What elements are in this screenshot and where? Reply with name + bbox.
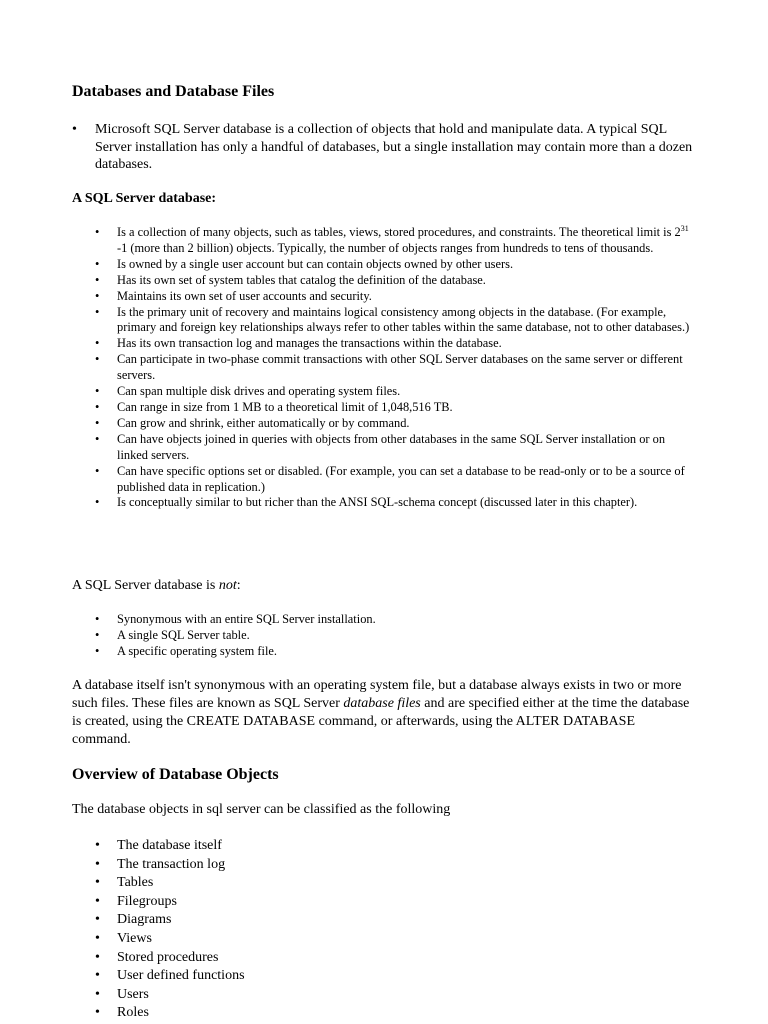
list-item: • Can have objects joined in queries with objects from other databases in the same SQL Server installation or on linked servers.: [117, 432, 690, 464]
list-item: • Can participate in two-phase commit transactions with other SQL Server databases on the same server or different servers.: [117, 352, 690, 384]
text: Is a collection of many objects, such as tables, views, stored procedures, and constraints. The theoretical limit is 2: [117, 225, 681, 239]
text: :: [236, 578, 241, 593]
list-item: • Can span multiple disk drives and operating system files.: [117, 384, 690, 400]
database-properties-list: [117, 225, 690, 511]
emphasis: database files: [343, 696, 421, 711]
list-item: • User defined functions: [117, 967, 617, 986]
list-item: • Stored procedures: [117, 949, 617, 968]
list-item: • Has its own transaction log and manages the transactions within the database.: [117, 336, 690, 352]
list-item: • A specific operating system file.: [117, 644, 690, 660]
text: -1 (more than 2 billion) objects. Typically, the number of objects ranges from hundreds to tens of thousands.: [117, 240, 654, 255]
list-item: • Can range in size from 1 MB to a theoretical limit of 1,048,516 TB.: [117, 400, 690, 416]
list-item: • Users: [117, 986, 617, 1005]
text: A SQL Server database is: [72, 578, 219, 593]
list-item: • Is owned by a single user account but can contain objects owned by other users.: [117, 257, 690, 273]
list-item: • Roles: [117, 1004, 617, 1023]
list-item: • Can have specific options set or disabled. (For example, you can set a database to be read-only or to be a source of published data in replication.): [117, 464, 690, 496]
database-is-not-label: [72, 577, 702, 595]
database-is-not-list: [117, 612, 690, 660]
list-item: • Is the primary unit of recovery and maintains logical consistency among objects in the database. (For example, primary and foreign key relationships always refer to other tables within the same database, not to other databases.): [117, 305, 690, 337]
list-item: • Filegroups: [117, 893, 617, 912]
list-item: • Maintains its own set of user accounts and security.: [117, 289, 690, 305]
list-item: • Synonymous with an entire SQL Server installation.: [117, 612, 690, 628]
list-item: • A single SQL Server table.: [117, 628, 690, 644]
list-item: • Views: [117, 930, 617, 949]
database-objects-list: [117, 837, 617, 1023]
list-item: • Microsoft SQL Server database is a collection of objects that hold and manipulate data. A typical SQL Server installation has only a handful of databases, but a single installation may contain more than a dozen databases.: [95, 121, 695, 174]
list-item: [117, 225, 690, 257]
list-item: • Tables: [117, 874, 617, 893]
emphasis: not: [218, 578, 237, 593]
list-item: • Has its own set of system tables that catalog the definition of the database.: [117, 273, 690, 289]
list-item: • Diagrams: [117, 911, 617, 930]
text: A database itself isn't synonymous with an operating system file, but a database always exists in two or more such files. These files are known as SQL Server: [72, 678, 682, 711]
list-item: • The transaction log: [117, 856, 617, 875]
list-item: • The database itself: [117, 837, 617, 856]
heading-overview-of-objects: Overview of Database Objects: [72, 766, 279, 783]
sql-server-database-label: A SQL Server database:: [72, 191, 217, 206]
database-files-paragraph: [72, 677, 692, 749]
text: and are specified either at the time the database is created, using the CREATE DATABASE command, or afterwards, using the ALTER DATABASE command.: [72, 696, 690, 747]
heading-databases-and-files: Databases and Database Files: [72, 83, 275, 100]
list-item: • Is conceptually similar to but richer than the ANSI SQL-schema concept (discussed later in this chapter).: [117, 495, 690, 511]
list-item: • Can grow and shrink, either automatically or by command.: [117, 416, 690, 432]
intro-list: [95, 121, 695, 174]
objects-intro: The database objects in sql server can be classified as the following: [72, 802, 451, 817]
superscript: 31: [680, 224, 689, 233]
